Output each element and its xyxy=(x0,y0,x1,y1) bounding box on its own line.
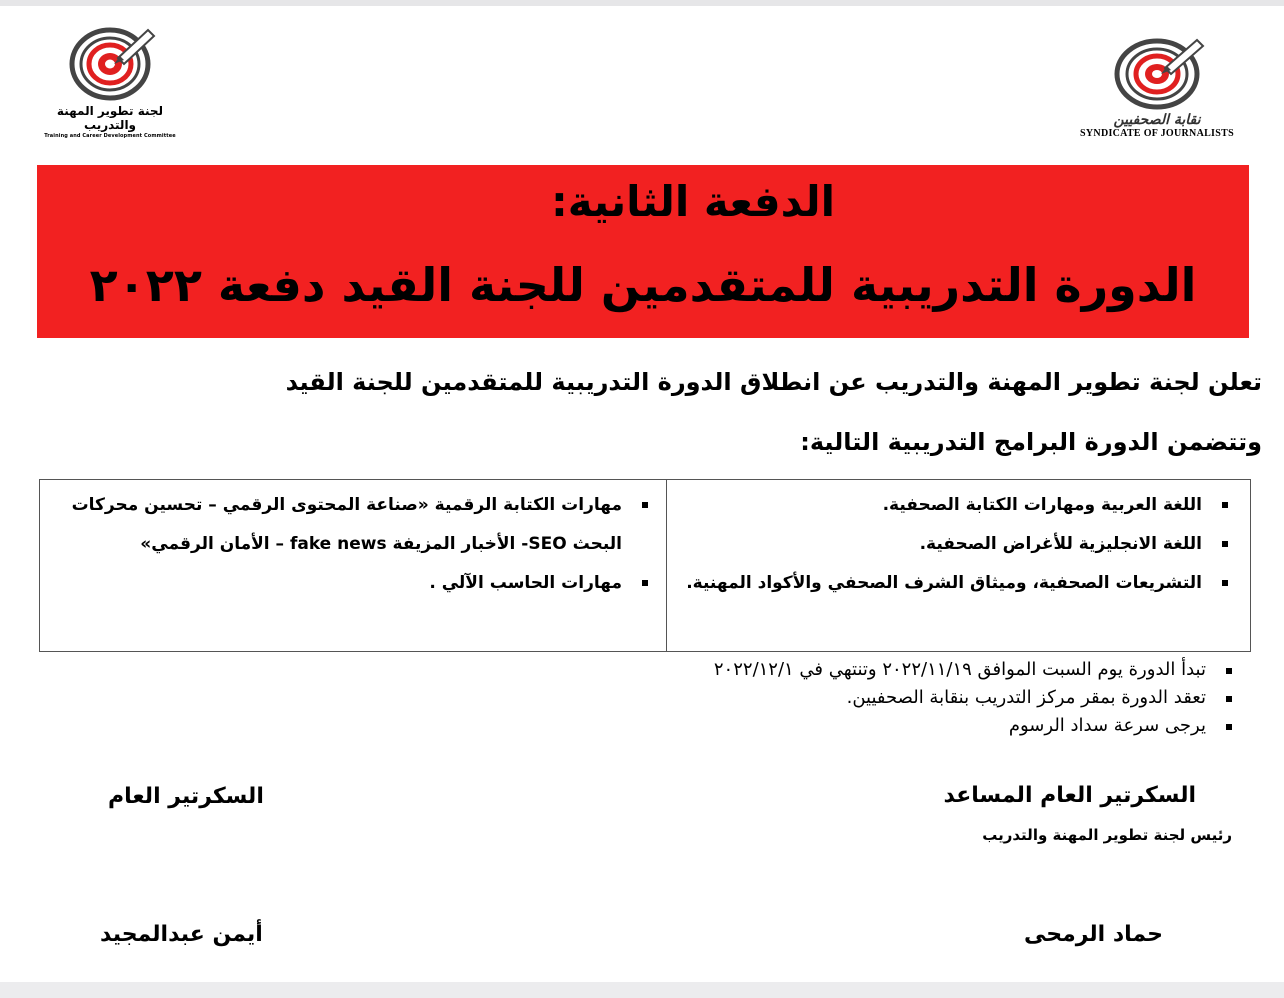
program-item: اللغة العربية ومهارات الكتابة الصحفية. xyxy=(677,486,1228,525)
top-edge xyxy=(0,0,1284,6)
note-item: تعقد الدورة بمقر مركز التدريب بنقابة الصحفيين. xyxy=(474,684,1234,712)
announcement-text: تعلن لجنة تطوير المهنة والتدريب عن انطلاق الدورة التدريبية للمتقدمين للجنة القيد xyxy=(285,368,1262,396)
committee-head-subtitle: رئيس لجنة تطوير المهنة والتدريب xyxy=(982,826,1232,844)
assistant-secretary-name: حماد الرمحى xyxy=(1023,922,1163,947)
programs-table xyxy=(39,479,1251,652)
secretary-general-name: أيمن عبدالمجيد xyxy=(100,922,263,947)
programs-intro-text: وتتضمن الدورة البرامج التدريبية التالية: xyxy=(800,428,1262,456)
note-item: يرجى سرعة سداد الرسوم xyxy=(474,712,1234,740)
course-notes xyxy=(474,656,1234,740)
banner-course-heading: الدورة التدريبية للمتقدمين للجنة القيد دفعة ٢٠٢٢ xyxy=(89,258,1197,312)
note-item: تبدأ الدورة يوم السبت الموافق ٢٠٢٢/١١/١٩ وتنتهي في ٢٠٢٢/١٢/١ xyxy=(474,656,1234,684)
programs-column-left xyxy=(40,480,666,651)
target-pen-emblem-icon xyxy=(60,24,160,104)
committee-logo-caption-ar: لجنة تطوير المهنة والتدريب xyxy=(56,104,164,132)
banner-batch-heading: الدفعة الثانية: xyxy=(551,177,835,226)
program-item: التشريعات الصحفية، وميثاق الشرف الصحفي والأكواد المهنية. xyxy=(677,564,1228,603)
program-item: مهارات الكتابة الرقمية «صناعة المحتوى الرقمي – تحسين محركات البحث SEO- الأخبار المزيفة fake news – الأمان الرقمي» xyxy=(50,486,648,564)
program-item: مهارات الحاسب الآلي . xyxy=(50,564,648,603)
secretary-general-title: السكرتير العام xyxy=(108,784,264,809)
assistant-secretary-title: السكرتير العام المساعد xyxy=(943,783,1196,808)
syndicate-logo xyxy=(1062,34,1252,144)
committee-logo xyxy=(30,24,190,139)
program-item: اللغة الانجليزية للأغراض الصحفية. xyxy=(677,525,1228,564)
syndicate-logo-caption-ar: نقابة الصحفيين xyxy=(1113,112,1201,128)
committee-logo-caption-en: Training and Career Development Committee xyxy=(44,133,176,139)
target-pen-emblem-icon xyxy=(1107,34,1207,112)
title-banner xyxy=(37,165,1249,338)
syndicate-logo-caption-en: SYNDICATE OF JOURNALISTS xyxy=(1080,128,1234,139)
programs-column-right xyxy=(666,480,1250,651)
bottom-edge xyxy=(0,982,1284,998)
